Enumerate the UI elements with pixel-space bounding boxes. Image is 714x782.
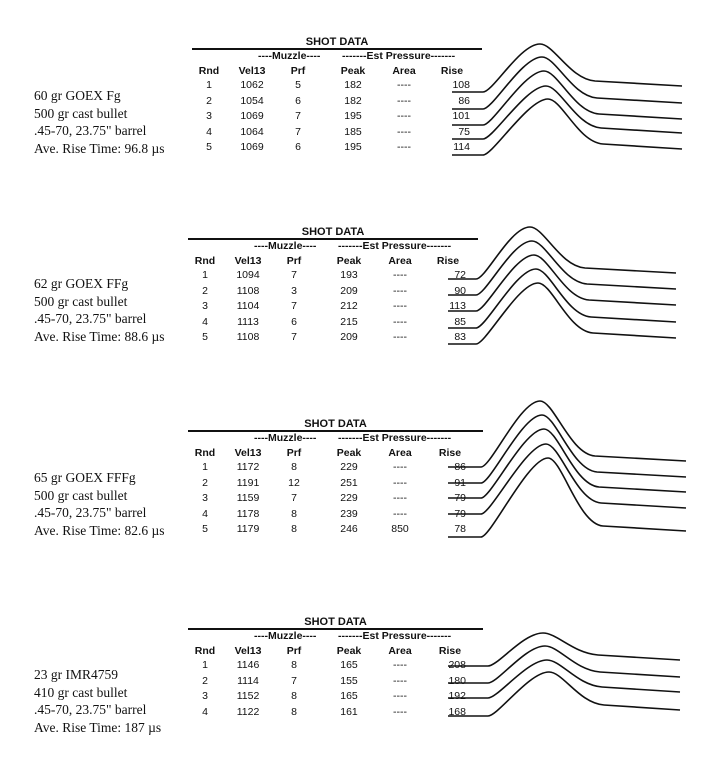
- powder-line: 65 gr GOEX FFFg: [34, 470, 136, 485]
- col-prf: Prf: [286, 447, 302, 459]
- pressure-group-header: -------Est Pressure-------: [338, 240, 452, 252]
- col-area: Area: [388, 447, 412, 459]
- rnd-cell: 2: [202, 674, 208, 687]
- prf-cell: 5: [295, 79, 301, 91]
- rise-cell: 75: [458, 125, 470, 138]
- bullet-line: 500 gr cast bullet: [34, 487, 128, 503]
- peak-cell: 165: [340, 659, 358, 671]
- prf-cell: 3: [291, 284, 297, 297]
- prf-cell: 6: [291, 315, 297, 328]
- area-cell: ----: [393, 269, 407, 281]
- area-cell: ----: [393, 705, 407, 718]
- pressure-group-header: -------Est Pressure-------: [338, 630, 452, 642]
- vel13-cell: 1191: [236, 476, 260, 489]
- muzzle-group-header: ----Muzzle----: [254, 240, 317, 252]
- rnd-cell: 2: [202, 284, 208, 297]
- prf-cell: 7: [295, 110, 301, 122]
- table-title: SHOT DATA: [304, 616, 367, 628]
- prf-cell: 6: [295, 94, 301, 107]
- prf-cell: 7: [291, 300, 297, 312]
- vel13-cell: 1069: [240, 141, 264, 153]
- vel13-cell: 1108: [236, 331, 260, 343]
- col-area: Area: [392, 65, 416, 77]
- rnd-cell: 3: [206, 110, 212, 122]
- area-cell: ----: [393, 690, 407, 702]
- prf-cell: 7: [291, 492, 297, 504]
- peak-cell: 193: [340, 269, 358, 281]
- prf-cell: 8: [291, 705, 297, 718]
- area-cell: ----: [393, 331, 407, 343]
- vel13-cell: 1104: [236, 300, 260, 312]
- area-cell: ----: [393, 300, 407, 312]
- rnd-cell: 3: [202, 300, 208, 312]
- prf-cell: 7: [291, 674, 297, 687]
- peak-cell: 165: [340, 690, 358, 702]
- col-peak: Peak: [336, 645, 362, 657]
- muzzle-group-header: ----Muzzle----: [258, 50, 321, 62]
- table-title: SHOT DATA: [304, 418, 367, 430]
- rise-cell: 79: [454, 492, 466, 504]
- peak-cell: 182: [344, 94, 362, 107]
- area-cell: ----: [397, 94, 411, 107]
- muzzle-group-header: ----Muzzle----: [254, 630, 317, 642]
- col-rise: Rise: [440, 65, 464, 77]
- peak-cell: 229: [340, 461, 358, 473]
- peak-cell: 239: [340, 507, 358, 520]
- col-vel13: Vel13: [234, 255, 262, 267]
- vel13-cell: 1178: [236, 507, 260, 520]
- rise-cell: 114: [453, 141, 470, 153]
- col-area: Area: [388, 255, 412, 267]
- rnd-cell: 2: [206, 94, 212, 107]
- rnd-cell: 5: [202, 523, 208, 535]
- col-rnd: Rnd: [194, 447, 216, 459]
- rise-cell: 91: [454, 476, 466, 489]
- peak-cell: 155: [340, 674, 358, 687]
- peak-cell: 229: [340, 492, 358, 504]
- area-cell: ----: [393, 315, 407, 328]
- powder-line: 62 gr GOEX FFg: [34, 276, 129, 291]
- pressure-group-header: -------Est Pressure-------: [338, 432, 452, 444]
- col-rise: Rise: [436, 255, 460, 267]
- col-area: Area: [388, 645, 412, 657]
- peak-cell: 215: [340, 315, 358, 328]
- vel13-cell: 1159: [236, 492, 260, 504]
- prf-cell: 8: [291, 523, 297, 535]
- rnd-cell: 4: [202, 705, 208, 718]
- rise-time-line: Ave. Rise Time: 96.8 µs: [34, 140, 165, 156]
- col-rnd: Rnd: [198, 65, 220, 77]
- rise-cell: 101: [452, 110, 470, 122]
- rnd-cell: 1: [202, 659, 208, 671]
- pressure-trace: [448, 672, 680, 716]
- prf-cell: 7: [291, 331, 297, 343]
- peak-cell: 195: [344, 141, 362, 153]
- area-cell: ----: [393, 674, 407, 687]
- rnd-cell: 5: [202, 331, 208, 343]
- rise-cell: 168: [448, 705, 466, 718]
- table-title: SHOT DATA: [301, 226, 365, 238]
- peak-cell: 246: [340, 523, 358, 535]
- prf-cell: 8: [291, 507, 297, 520]
- muzzle-group-header: ----Muzzle----: [254, 432, 317, 444]
- rnd-cell: 1: [202, 461, 208, 473]
- area-cell: ----: [393, 461, 407, 473]
- peak-cell: 209: [340, 331, 358, 343]
- col-peak: Peak: [336, 255, 362, 267]
- prf-cell: 7: [291, 269, 297, 281]
- vel13-cell: 1108: [236, 284, 260, 297]
- prf-cell: 8: [291, 461, 297, 473]
- col-peak: Peak: [340, 65, 366, 77]
- prf-cell: 8: [291, 659, 297, 671]
- rise-cell: 208: [448, 659, 466, 671]
- rnd-cell: 4: [202, 507, 208, 520]
- rnd-cell: 1: [206, 79, 212, 91]
- rise-time-line: Ave. Rise Time: 82.6 µs: [34, 522, 165, 538]
- col-prf: Prf: [286, 255, 302, 267]
- barrel-line: .45-70, 23.75" barrel: [34, 123, 147, 138]
- rise-cell: 72: [454, 269, 466, 281]
- col-peak: Peak: [336, 447, 362, 459]
- rise-cell: 113: [449, 300, 466, 312]
- rise-cell: 90: [454, 284, 466, 297]
- col-vel13: Vel13: [234, 447, 262, 459]
- rnd-cell: 4: [202, 315, 208, 328]
- prf-cell: 8: [291, 690, 297, 702]
- vel13-cell: 1122: [236, 705, 260, 718]
- peak-cell: 212: [340, 300, 358, 312]
- prf-cell: 7: [295, 125, 301, 138]
- table-title: SHOT DATA: [305, 36, 369, 48]
- rnd-cell: 3: [202, 690, 208, 702]
- col-rnd: Rnd: [194, 255, 216, 267]
- vel13-cell: 1114: [237, 674, 259, 687]
- vel13-cell: 1146: [236, 659, 260, 671]
- rise-cell: 83: [454, 331, 466, 343]
- area-cell: ----: [393, 507, 407, 520]
- rise-cell: 85: [454, 315, 466, 328]
- area-cell: ----: [397, 125, 411, 138]
- vel13-cell: 1152: [236, 690, 260, 702]
- area-cell: 850: [391, 523, 409, 535]
- bullet-line: 500 gr cast bullet: [34, 293, 128, 309]
- peak-cell: 251: [340, 476, 358, 489]
- rise-cell: 86: [454, 461, 466, 473]
- rnd-cell: 2: [202, 476, 208, 489]
- rise-cell: 79: [454, 507, 466, 520]
- area-cell: ----: [393, 659, 407, 671]
- rnd-cell: 3: [202, 492, 208, 504]
- vel13-cell: 1069: [240, 110, 264, 122]
- rnd-cell: 5: [206, 141, 212, 153]
- rise-cell: 108: [452, 79, 470, 91]
- area-cell: ----: [397, 141, 411, 153]
- vel13-cell: 1062: [240, 79, 264, 91]
- pressure-group-header: -------Est Pressure-------: [342, 50, 456, 62]
- pressure-trace: [448, 646, 680, 683]
- col-vel13: Vel13: [234, 645, 262, 657]
- powder-line: 60 gr GOEX Fg: [34, 88, 121, 103]
- vel13-cell: 1064: [240, 125, 264, 138]
- rnd-cell: 1: [202, 269, 208, 281]
- peak-cell: 195: [344, 110, 362, 122]
- col-rise: Rise: [438, 447, 462, 459]
- col-prf: Prf: [286, 645, 302, 657]
- bullet-line: 410 gr cast bullet: [34, 684, 128, 700]
- col-rnd: Rnd: [194, 645, 216, 657]
- vel13-cell: 1113: [237, 315, 259, 328]
- area-cell: ----: [393, 492, 407, 504]
- peak-cell: 161: [340, 705, 358, 718]
- rise-time-line: Ave. Rise Time: 187 µs: [34, 719, 162, 735]
- col-prf: Prf: [290, 65, 306, 77]
- vel13-cell: 1179: [236, 523, 260, 535]
- powder-line: 23 gr IMR4759: [34, 667, 118, 682]
- area-cell: ----: [397, 79, 411, 91]
- prf-cell: 6: [295, 141, 301, 153]
- peak-cell: 185: [344, 125, 362, 138]
- pressure-trace: [448, 633, 680, 666]
- barrel-line: .45-70, 23.75" barrel: [34, 702, 147, 717]
- vel13-cell: 1094: [236, 269, 260, 281]
- peak-cell: 182: [344, 79, 362, 91]
- prf-cell: 12: [288, 476, 300, 489]
- rise-cell: 78: [454, 523, 466, 535]
- vel13-cell: 1172: [236, 461, 260, 473]
- col-vel13: Vel13: [238, 65, 266, 77]
- area-cell: ----: [393, 476, 407, 489]
- vel13-cell: 1054: [240, 94, 264, 107]
- peak-cell: 209: [340, 284, 358, 297]
- rise-cell: 192: [448, 690, 466, 702]
- col-rise: Rise: [438, 645, 462, 657]
- barrel-line: .45-70, 23.75" barrel: [34, 311, 147, 326]
- rise-cell: 180: [448, 674, 466, 687]
- area-cell: ----: [397, 110, 411, 122]
- barrel-line: .45-70, 23.75" barrel: [34, 505, 147, 520]
- rnd-cell: 4: [206, 125, 212, 138]
- area-cell: ----: [393, 284, 407, 297]
- rise-cell: 86: [458, 94, 470, 107]
- rise-time-line: Ave. Rise Time: 88.6 µs: [34, 328, 165, 344]
- bullet-line: 500 gr cast bullet: [34, 105, 128, 121]
